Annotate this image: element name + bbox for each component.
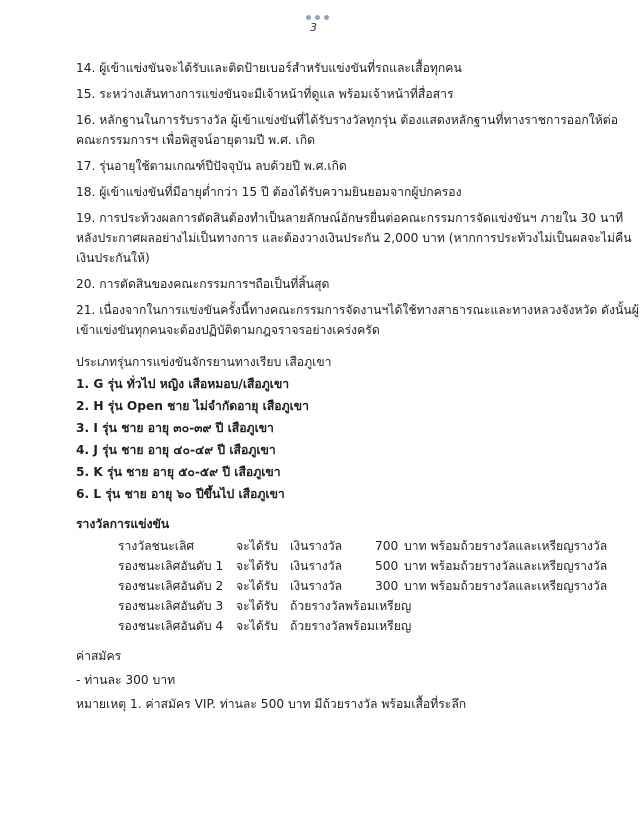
category-item: 3. I รุ่น ชาย อายุ ๓๐-๓๙ ปี เสือภูเขา [76,421,274,435]
prize-receive: จะได้รับ [236,559,279,573]
prize-type: เงินรางวัล [290,539,343,553]
rule-16: 16. หลักฐานในการรับรางวัล ผู้เข้าแข่งขันที่ได้รับรางวัลทุกรุ่น ต้องแสดงหลักฐานที่ทางราชการออกให้ต่อ [76,113,619,127]
rule-19: 19. การประท้วงผลการตัดสินต้องทำเป็นลายลักษณ์อักษรยื่นต่อคณะกรรมการจัดแข่งขันฯ ภายใน 30 นาที [76,211,624,225]
prize-type: ถ้วยรางวัลพร้อมเหรียญ [290,599,412,613]
prize-type: เงินรางวัล [290,579,343,593]
prize-receive: จะได้รับ [236,619,279,633]
rule-20: 20. การตัดสินของคณะกรรมการฯถือเป็นที่สิ้นสุด [76,277,330,291]
rule-19-cont: หลังประกาศผลอย่างไม่เป็นทางการ และต้องวางเงินประกัน 2,000 บาท (หากการประท้วงไม่เป็นผลจะไม่คืน [76,231,632,245]
prize-detail: บาท พร้อมถ้วยรางวัลและเหรียญรางวัล [404,559,608,573]
prize-detail: บาท พร้อมถ้วยรางวัลและเหรียญรางวัล [404,579,608,593]
category-item: 6. L รุ่น ชาย อายุ ๖๐ ปีขึ้นไป เสือภูเขา [76,487,285,501]
category-item: 2. H รุ่น Open ชาย ไม่จำกัดอายุ เสือภูเขา [76,399,309,413]
rule-18: 18. ผู้เข้าแข่งขันที่มีอายุต่ำกว่า 15 ปี ต้องได้รับความยินยอมจากผู้ปกครอง [76,185,462,199]
prize-receive: จะได้รับ [236,539,279,553]
category-item: 4. J รุ่น ชาย อายุ ๔๐-๔๙ ปี เสือภูเขา [76,443,276,457]
rule-17: 17. รุ่นอายุใช้ตามเกณฑ์ปีปัจจุบัน ลบด้วยปี พ.ศ.เกิด [76,159,347,173]
prize-rank: รางวัลชนะเลิศ [118,539,195,553]
prize-rank: รองชนะเลิศอันดับ 1 [118,559,224,573]
category-item: 1. G รุ่น ทั่วไป หญิง เสือหมอบ/เสือภูเขา [76,377,290,391]
fee-heading: ค่าสมัคร [76,649,122,663]
page-number: 3 [310,21,317,34]
category-item: 5. K รุ่น ชาย อายุ ๕๐-๕๙ ปี เสือภูเขา [76,465,281,479]
prize-rank: รองชนะเลิศอันดับ 4 [118,619,224,633]
rule-21: 21. เนื่องจากในการแข่งขันครั้งนี้ทางคณะกรรมการจัดงานฯได้ใช้ทางสาธารณะและทางหลวงจังหวัด ดังนั้นผู้ [76,303,639,317]
fee-note: หมายเหตุ 1. ค่าสมัคร VIP. ท่านละ 500 บาท มีถ้วยรางวัล พร้อมเสื้อที่ระลึก [76,697,467,711]
rule-19-cont2: เงินประกันให้) [76,251,150,265]
prize-rank: รองชนะเลิศอันดับ 2 [118,579,224,593]
prize-receive: จะได้รับ [236,579,279,593]
page-decoration-dots [306,15,329,20]
prize-detail: บาท พร้อมถ้วยรางวัลและเหรียญรางวัล [404,539,608,553]
rule-14: 14. ผู้เข้าแข่งขันจะได้รับและติดป้ายเบอร์สำหรับแข่งขันที่รถและเสื้อทุกคน [76,61,462,75]
rule-21-cont: เข้าแข่งขันทุกคนจะต้องปฏิบัติตามกฎจราจรอย่างเคร่งครัด [76,323,380,337]
prizes-heading: รางวัลการแข่งขัน [76,517,170,531]
fee-item: - ท่านละ 300 บาท [76,673,176,687]
rule-16-cont: คณะกรรมการฯ เพื่อพิสูจน์อายุตามปี พ.ศ. เกิด [76,133,316,147]
prize-amount: 300 [375,579,399,593]
prize-rank: รองชนะเลิศอันดับ 3 [118,599,224,613]
rule-15: 15. ระหว่างเส้นทางการแข่งขันจะมีเจ้าหน้าที่ดูแล พร้อมเจ้าหน้าที่สื่อสาร [76,87,454,101]
prize-amount: 500 [375,559,399,573]
categories-heading: ประเภทรุ่นการแข่งขันจักรยานทางเรียบ เสือภูเขา [76,355,332,369]
prize-type: ถ้วยรางวัลพร้อมเหรียญ [290,619,412,633]
prize-type: เงินรางวัล [290,559,343,573]
prize-receive: จะได้รับ [236,599,279,613]
prize-amount: 700 [375,539,399,553]
